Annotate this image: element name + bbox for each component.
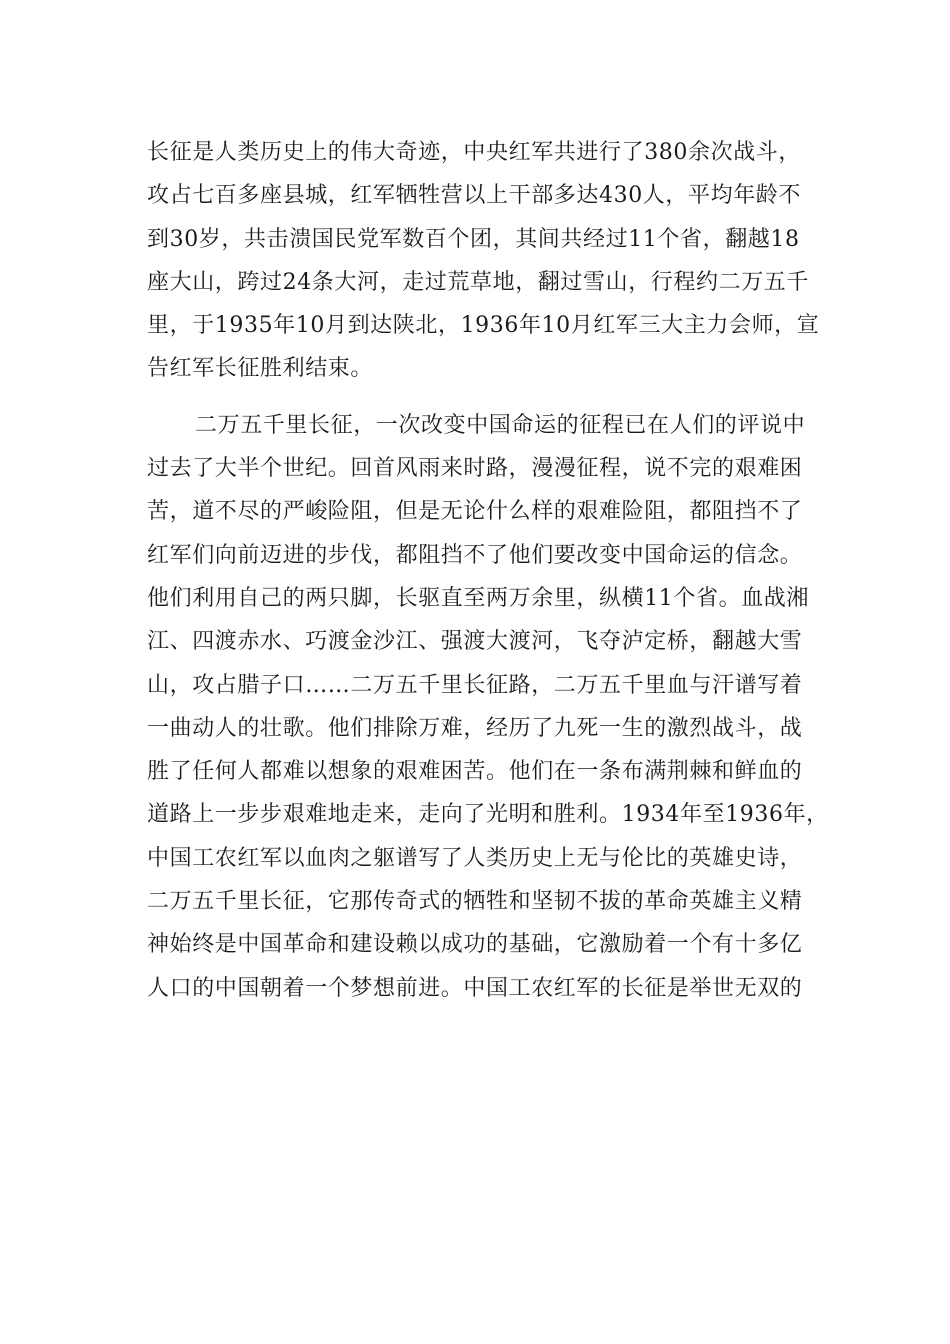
text-line: 胜了任何人都难以想象的艰难困苦。他们在一条布满荆棘和鲜血的 xyxy=(147,759,803,785)
paragraph-2 xyxy=(147,404,829,1010)
text-line: 红军们向前迈进的步伐，都阻挡不了他们要改变中国命运的信念。 xyxy=(147,542,803,568)
paragraph-gap xyxy=(147,391,807,404)
text-line: 他们利用自己的两只脚，长驱直至两万余里，纵横11个省。血战湘 xyxy=(147,585,809,611)
text-line: 江、四渡赤水、巧渡金沙江、强渡大渡河，飞夺泸定桥，翻越大雪 xyxy=(147,629,803,655)
text-line: 告红军长征胜利结束。 xyxy=(147,356,374,382)
text-line: 到30岁，共击溃国民党军数百个团，其间共经过11个省，翻越18 xyxy=(147,226,800,252)
text-line: 苦，道不尽的严峻险阻，但是无论什么样的艰难险阻，都阻挡不了 xyxy=(147,499,803,525)
text-line: 中国工农红军以血肉之躯谱写了人类历史上无与伦比的英雄史诗， xyxy=(147,845,803,871)
text-line: 二万五千里长征，一次改变中国命运的征程已在人们的评说中 xyxy=(195,412,806,438)
text-line: 座大山，跨过24条大河，走过荒草地，翻过雪山，行程约二万五千 xyxy=(147,269,809,295)
text-line: 神始终是中国革命和建设赖以成功的基础，它激励着一个有十多亿 xyxy=(147,932,803,958)
text-line: 一曲动人的壮歌。他们排除万难，经历了九死一生的激烈战斗，战 xyxy=(147,715,803,741)
text-line: 攻占七百多座县城，红军牺牲营以上干部多达430人，平均年龄不 xyxy=(147,183,801,209)
text-line: 里，于1935年10月到达陕北，1936年10月红军三大主力会师，宣 xyxy=(147,313,820,339)
document-body xyxy=(147,131,829,1010)
paragraph-1 xyxy=(147,131,820,391)
text-line: 长征是人类历史上的伟大奇迹，中央红军共进行了380余次战斗， xyxy=(147,140,801,165)
text-line: 道路上一步步艰难地走来，走向了光明和胜利。1934年至1936年， xyxy=(147,802,829,828)
text-line: 过去了大半个世纪。回首风雨来时路，漫漫征程，说不完的艰难困 xyxy=(147,456,803,482)
text-line: 人口的中国朝着一个梦想前进。中国工农红军的长征是举世无双的 xyxy=(147,975,803,1001)
text-line: 山，攻占腊子口……二万五千里长征路，二万五千里血与汗谱写着 xyxy=(147,672,803,698)
text-line: 二万五千里长征，它那传奇式的牺牲和坚韧不拔的革命英雄主义精 xyxy=(147,889,803,915)
